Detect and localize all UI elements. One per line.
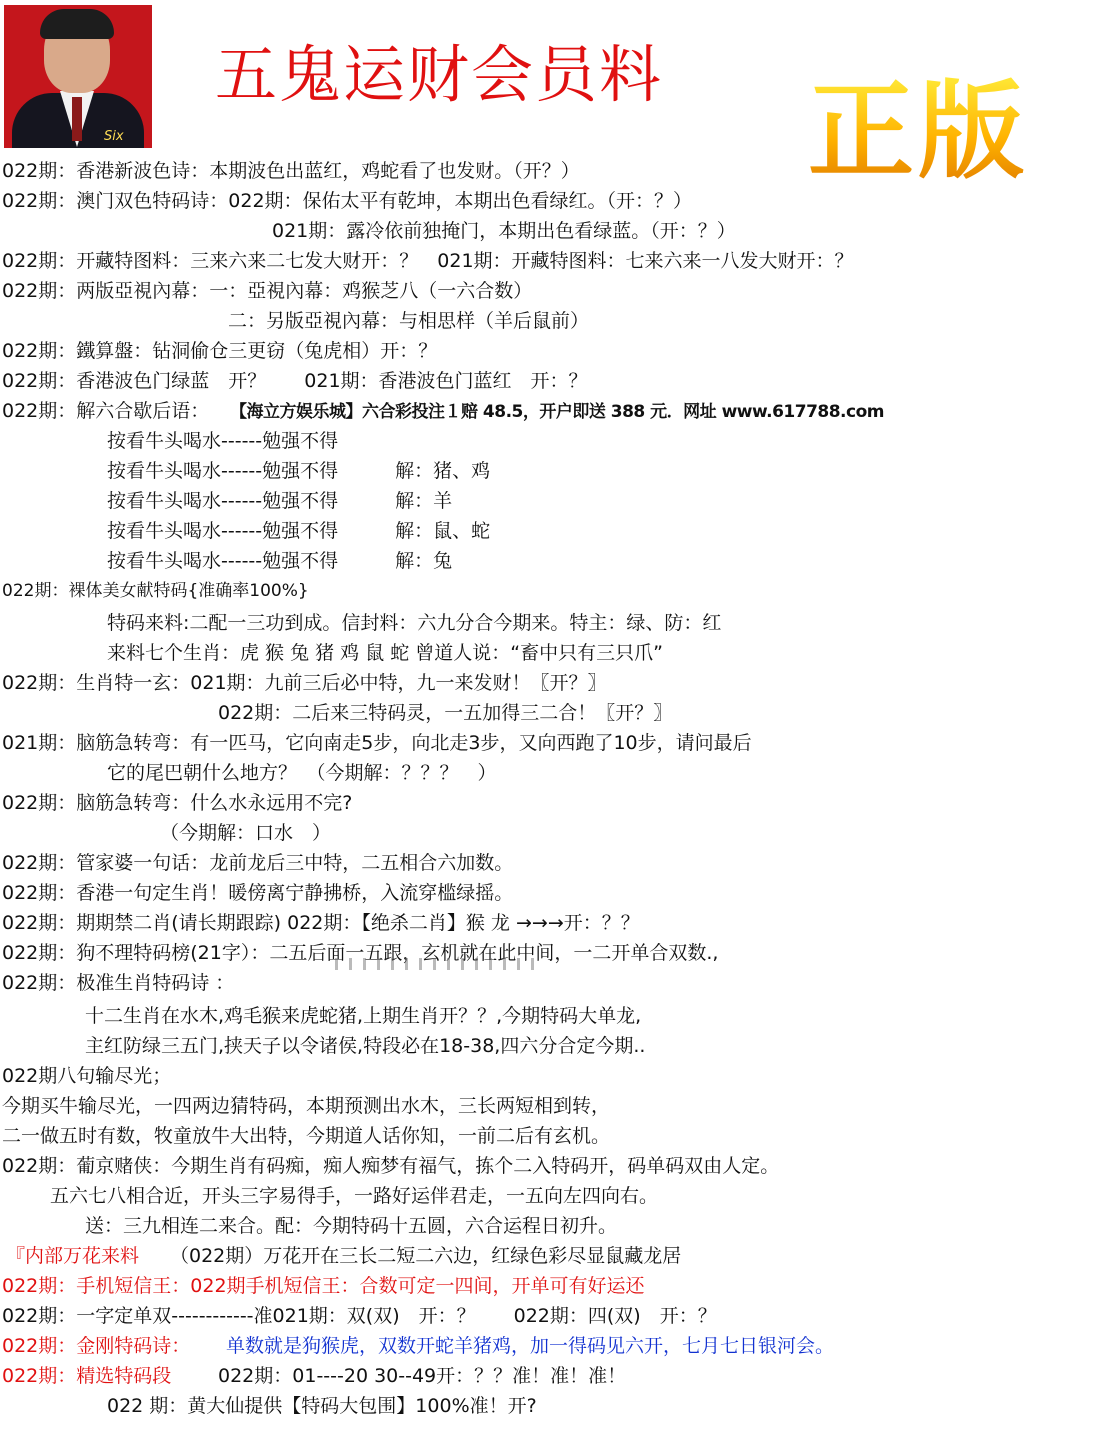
text-line: 022期：解六合歇后语：: [2, 400, 210, 422]
text-line: 022期：裸体美女献特码{准确率100%}: [2, 581, 309, 601]
section-label-red: 022期：精选特码段: [2, 1365, 172, 1387]
text-line: 022期：两版亞視內幕：一：亞視內幕：鸡猴芝八（一六合数）: [2, 280, 533, 302]
text-line: 022期：期期禁二肖(请长期跟踪) 022期：【绝杀二肖】猴 龙 →→→开：？？: [2, 912, 640, 934]
text-line: 022期：香港波色门绿蓝 开？ 021期：香港波色门蓝红 开：？: [2, 370, 588, 392]
text-line: 021期：脑筋急转弯：有一匹马，它向南走5步，向北走3步，又向西跑了10步，请问最后: [2, 732, 752, 754]
text-line: （022期）万花开在三长二短二六边，红绿色彩尽显鼠藏龙居: [170, 1245, 682, 1267]
text-line: 五六七八相合近，开头三字易得手，一路好运伴君走，一五向左四向右。: [50, 1185, 659, 1207]
text-line: 022期：香港一句定生肖！暖傍离宁静拂桥，入流穿槛绿摇。: [2, 882, 514, 904]
text-line: 它的尾巴朝什么地方？ （今期解：？？？ ）: [107, 762, 497, 784]
text-line: 来料七个生肖：虎 猴 兔 猪 鸡 鼠 蛇 曾道人说：“畜中只有三只爪”: [107, 642, 663, 664]
faint-dotted-mark: [335, 958, 545, 970]
text-line: 按看牛头喝水------勉强不得 解：鼠、蛇: [107, 520, 491, 542]
portrait-hair: [40, 9, 114, 39]
text-line: 022期：鐵算盤：钻洞偷仓三更窃（兔虎相）开：？: [2, 340, 438, 362]
section-label-red: 『内部万花来料: [6, 1245, 140, 1267]
text-line: 按看牛头喝水------勉强不得: [107, 430, 339, 452]
page-title: 五鬼运财会员料: [215, 38, 664, 111]
text-line: 二：另版亞視內幕：与相思样（羊后鼠前）: [228, 310, 590, 332]
text-line-blue: 单数就是狗猴虎，双数开蛇羊猪鸡，加一得码见六开，七月七日银河会。: [226, 1335, 835, 1357]
text-line: 二一做五时有数，牧童放牛大出特，今期道人话你知，一前二后有玄机。: [2, 1125, 611, 1147]
portrait-watermark: Six: [104, 129, 124, 144]
text-line: 按看牛头喝水------勉强不得 解：羊: [107, 490, 453, 512]
text-line: 主红防绿三五门,挟天子以令诸侯,特段必在18-38,四六分合定今期..: [85, 1035, 646, 1057]
text-line: 022期：香港新波色诗：本期波色出蓝红，鸡蛇看了也发财。（开？）: [2, 160, 580, 182]
section-label-red: 022期：金刚特码诗：: [2, 1335, 191, 1357]
text-line: 022期：脑筋急转弯：什么水永远用不完?: [2, 792, 353, 814]
text-line: 022期：一字定单双------------准021期：双(双) 开：？ 022期：四(双) 开：？: [2, 1305, 717, 1327]
text-line: 今期买牛输尽光，一四两边猜特码，本期预测出水木，三长两短相到转，: [2, 1095, 611, 1117]
text-line: 022期：01----20 30--49开：？？准！准！准！: [218, 1365, 627, 1387]
text-line: 022期八句输尽光；: [2, 1065, 172, 1087]
text-line: 022 期：黄大仙提供【特码大包围】100%准！开?: [107, 1395, 537, 1417]
text-line: 按看牛头喝水------勉强不得 解：猪、鸡: [107, 460, 491, 482]
text-line: 022期：狗不理特码榜(21字）：二五后面一五跟，玄机就在此中间，一二开单合双数.,: [2, 942, 719, 964]
text-line: 022期：澳门双色特码诗：022期：保佑太平有乾坤，本期出色看绿红。（开：？）: [2, 190, 693, 212]
portrait-tie: [72, 97, 82, 141]
text-line: 022期：葡京赌侠：今期生肖有码痴，痴人痴梦有福气，拣个二入特码开，码单码双由人定。: [2, 1155, 780, 1177]
text-line: 022期：二后来三特码灵，一五加得三二合！〖开？〗: [218, 702, 673, 724]
text-line: 022期：开藏特图料：三来六来二七发大财开：？ 021期：开藏特图料：七来六来一八发大财开：？: [2, 250, 854, 272]
text-line-red: 022期：手机短信王：022期手机短信王：合数可定一四间，开单可有好运还: [2, 1275, 645, 1297]
text-line: 022期：极准生肖特码诗 ：: [2, 972, 235, 994]
text-line: 021期：露冷依前独掩门，本期出色看绿蓝。（开：？）: [272, 220, 736, 242]
text-line: 送：三九相连二来合。配：今期特码十五圆，六合运程日初升。: [85, 1215, 618, 1237]
ad-banner-link[interactable]: 【海立方娱乐城】六合彩投注１赔 48.5，开户即送 388 元．网址 www.617788.com: [230, 402, 884, 422]
text-line: （今期解：口水 ）: [160, 822, 332, 844]
text-line: 特码来料:二配一三功到成。信封料：六九分合今期来。特主：绿、防：红: [107, 612, 722, 634]
text-line: 022期：生肖特一玄：021期：九前三后必中特，九一来发财！〖开？〗: [2, 672, 607, 694]
text-line: 十二生肖在水木,鸡毛猴来虎蛇猪,上期生肖开？？,今期特码大单龙,: [85, 1005, 642, 1027]
author-portrait: [4, 5, 152, 148]
zhengban-badge: 正版: [808, 70, 1028, 193]
text-line: 按看牛头喝水------勉强不得 解：兔: [107, 550, 453, 572]
text-line: 022期：管家婆一句话：龙前龙后三中特，二五相合六加数。: [2, 852, 514, 874]
